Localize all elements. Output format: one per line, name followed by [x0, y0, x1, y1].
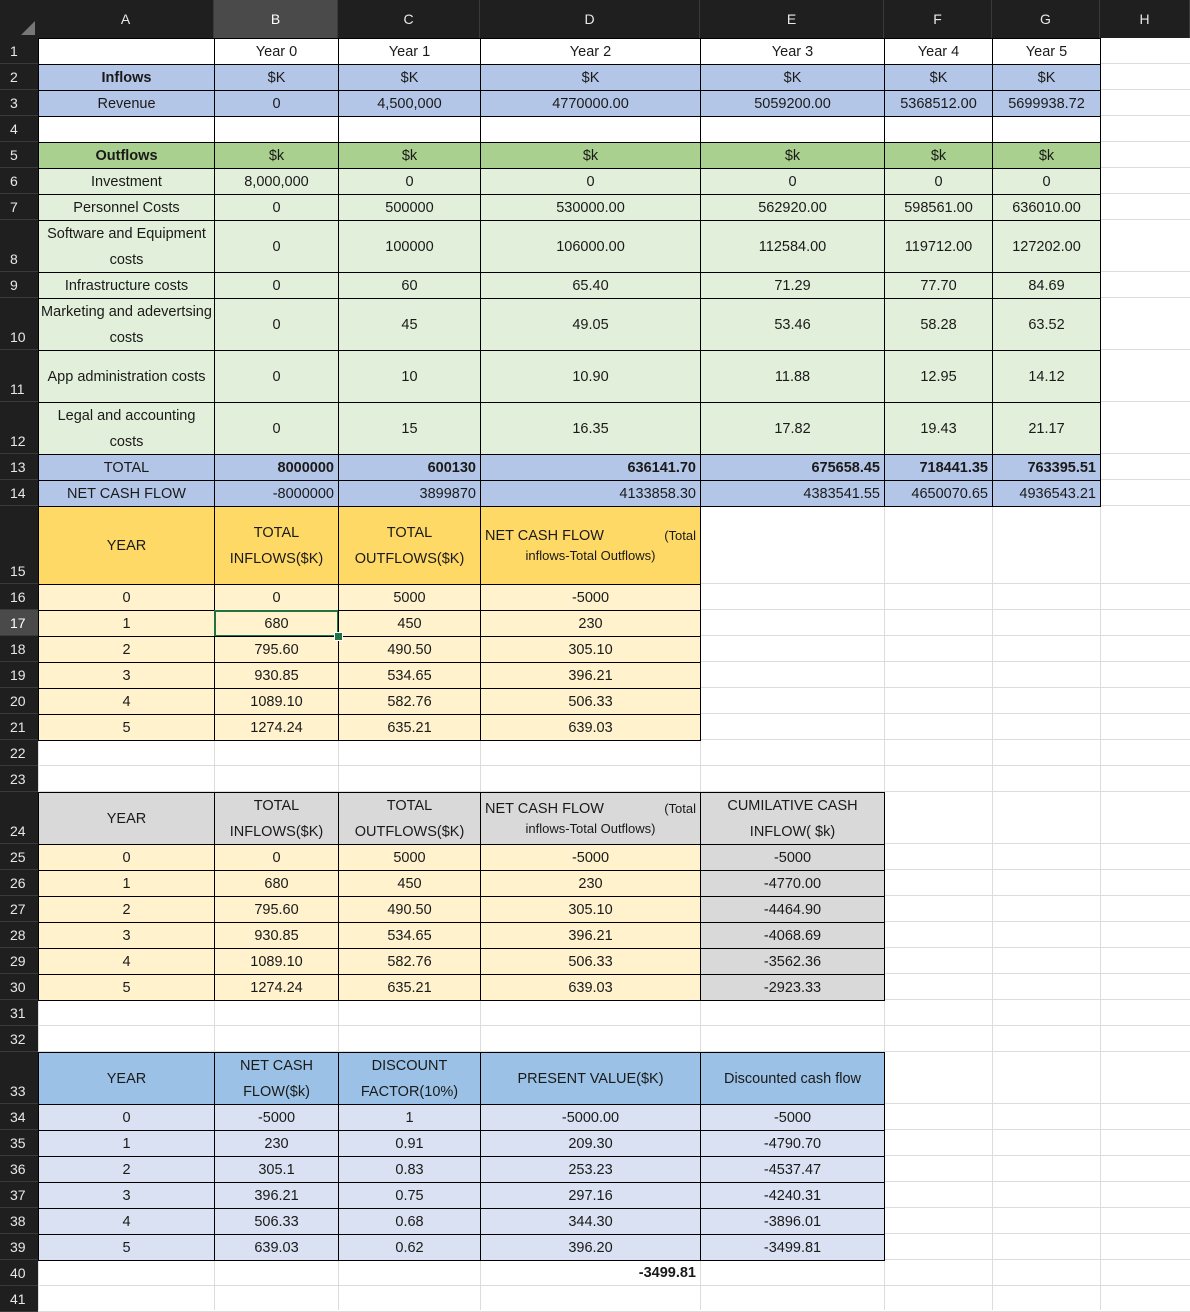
revenue-cell[interactable]: 5368512.00: [884, 90, 993, 117]
inflows-header[interactable]: TOTAL INFLOWS($K): [214, 792, 339, 845]
column-header-g[interactable]: G: [992, 0, 1100, 38]
net-cell[interactable]: 396.21: [480, 662, 701, 689]
discounted-cash-flow-cell[interactable]: -5000: [700, 1104, 885, 1131]
select-all-corner[interactable]: [0, 0, 38, 38]
unit-cell[interactable]: $k: [884, 142, 993, 169]
year-cell[interactable]: 2: [38, 1156, 215, 1183]
cumulative-cell[interactable]: -2923.33: [700, 974, 885, 1001]
row-header-25[interactable]: 25: [0, 844, 38, 870]
ncf-note: (Total: [664, 527, 696, 543]
year-cell[interactable]: 0: [38, 844, 215, 871]
row-header-23[interactable]: 23: [0, 766, 38, 792]
row-header-29[interactable]: 29: [0, 948, 38, 974]
row-header-40[interactable]: 40: [0, 1260, 38, 1286]
investment-cell[interactable]: 0: [480, 168, 701, 195]
inflows-cell[interactable]: 0: [214, 584, 339, 611]
column-header-c[interactable]: C: [338, 0, 480, 38]
infrastructure-cell[interactable]: 0: [214, 272, 339, 299]
software-label[interactable]: Software and Equipment costs: [38, 220, 215, 273]
year-cell[interactable]: 5: [38, 1234, 215, 1261]
infrastructure-cell[interactable]: 71.29: [700, 272, 885, 299]
year-header[interactable]: Year 5: [992, 38, 1101, 65]
inflows-cell[interactable]: 930.85: [214, 662, 339, 689]
infrastructure-cell[interactable]: 60: [338, 272, 481, 299]
revenue-cell[interactable]: 4770000.00: [480, 90, 701, 117]
blank-cell[interactable]: [38, 116, 215, 143]
app_admin-cell[interactable]: 14.12: [992, 350, 1101, 403]
ncf-cell[interactable]: -5000: [214, 1104, 339, 1131]
year-cell[interactable]: 0: [38, 584, 215, 611]
row-gridline: [38, 1025, 1190, 1026]
row-header-11[interactable]: 11: [0, 350, 38, 402]
discounted-cash-flow-header[interactable]: Discounted cash flow: [700, 1052, 885, 1105]
ncf-header[interactable]: NET CASH FLOW($k): [214, 1052, 339, 1105]
revenue-cell[interactable]: 4,500,000: [338, 90, 481, 117]
app_admin-cell[interactable]: 12.95: [884, 350, 993, 403]
discounted-cash-flow-cell[interactable]: -3499.81: [700, 1234, 885, 1261]
blank-cell[interactable]: [480, 116, 701, 143]
ncf-header-text: [481, 526, 700, 566]
marketing-cell[interactable]: 49.05: [480, 298, 701, 351]
unit-cell[interactable]: $k: [214, 142, 339, 169]
ncf-note-line2: inflows-Total Outflows): [525, 820, 656, 836]
row-header-13[interactable]: 13: [0, 454, 38, 480]
outflows-header[interactable]: TOTAL OUTFLOWS($K): [338, 506, 481, 585]
unit-cell[interactable]: $k: [700, 142, 885, 169]
present-value-cell[interactable]: -5000.00: [480, 1104, 701, 1131]
unit-cell[interactable]: $K: [338, 64, 481, 91]
column-header-e[interactable]: E: [700, 0, 884, 38]
legal-cell[interactable]: 16.35: [480, 402, 701, 455]
cumulative-header[interactable]: CUMILATIVE CASH INFLOW( $k): [700, 792, 885, 845]
software-cell[interactable]: 106000.00: [480, 220, 701, 273]
row-header-15[interactable]: 15: [0, 506, 38, 584]
row-gridline: [38, 765, 1190, 766]
row-header-2[interactable]: 2: [0, 64, 38, 90]
present-value-header[interactable]: PRESENT VALUE($K): [480, 1052, 701, 1105]
ncf-header-line1: [481, 799, 700, 819]
investment-cell[interactable]: 8,000,000: [214, 168, 339, 195]
row-header-21[interactable]: 21: [0, 714, 38, 740]
legal-cell[interactable]: 21.17: [992, 402, 1101, 455]
row-header-6[interactable]: 6: [0, 168, 38, 194]
infrastructure-cell[interactable]: 65.40: [480, 272, 701, 299]
outflows-cell[interactable]: 490.50: [338, 636, 481, 663]
row-header-35[interactable]: 35: [0, 1130, 38, 1156]
cumulative-cell[interactable]: -4068.69: [700, 922, 885, 949]
row-header-5[interactable]: 5: [0, 142, 38, 168]
inflows-label[interactable]: Inflows: [38, 64, 215, 91]
revenue-cell[interactable]: 5699938.72: [992, 90, 1101, 117]
investment-cell[interactable]: 0: [700, 168, 885, 195]
unit-cell[interactable]: $K: [992, 64, 1101, 91]
marketing-cell[interactable]: 45: [338, 298, 481, 351]
year-cell[interactable]: 3: [38, 662, 215, 689]
inflows-cell[interactable]: 1089.10: [214, 688, 339, 715]
marketing-label[interactable]: Marketing and adevertsing costs: [38, 298, 215, 351]
year-header[interactable]: YEAR: [38, 506, 215, 585]
revenue-label[interactable]: Revenue: [38, 90, 215, 117]
outflows-cell[interactable]: 582.76: [338, 688, 481, 715]
outflows-cell[interactable]: 450: [338, 870, 481, 897]
row-header-9[interactable]: 9: [0, 272, 38, 298]
outflows-cell[interactable]: 635.21: [338, 714, 481, 741]
row-header-36[interactable]: 36: [0, 1156, 38, 1182]
total-cell[interactable]: 675658.45: [700, 454, 885, 481]
marketing-cell[interactable]: 53.46: [700, 298, 885, 351]
net-cash-flow-cell[interactable]: 4383541.55: [700, 480, 885, 507]
unit-cell[interactable]: $k: [338, 142, 481, 169]
inflows-cell[interactable]: 0: [214, 844, 339, 871]
ncf-title: NET CASH FLOW: [485, 527, 604, 544]
outflows-cell[interactable]: 635.21: [338, 974, 481, 1001]
outflows-cell[interactable]: 450: [338, 610, 481, 637]
ncf-cell[interactable]: 305.1: [214, 1156, 339, 1183]
row-header-17[interactable]: 17: [0, 610, 38, 636]
infrastructure-cell[interactable]: 84.69: [992, 272, 1101, 299]
row-header-14[interactable]: 14: [0, 480, 38, 506]
year-header[interactable]: Year 1: [338, 38, 481, 65]
row-header-22[interactable]: 22: [0, 740, 38, 766]
row-header-41[interactable]: 41: [0, 1286, 38, 1312]
cumulative-cell[interactable]: -4770.00: [700, 870, 885, 897]
present-value-cell[interactable]: 297.16: [480, 1182, 701, 1209]
software-cell[interactable]: 112584.00: [700, 220, 885, 273]
column-header-b[interactable]: B: [214, 0, 338, 38]
legal-cell[interactable]: 19.43: [884, 402, 993, 455]
blank-cell[interactable]: [700, 116, 885, 143]
personnel-cell[interactable]: 562920.00: [700, 194, 885, 221]
personnel-cell[interactable]: 530000.00: [480, 194, 701, 221]
year-cell[interactable]: 0: [38, 1104, 215, 1131]
infrastructure-cell[interactable]: 77.70: [884, 272, 993, 299]
present-value-cell[interactable]: 253.23: [480, 1156, 701, 1183]
blank-cell[interactable]: [884, 116, 993, 143]
app_admin-cell[interactable]: 11.88: [700, 350, 885, 403]
net-cell[interactable]: -5000: [480, 844, 701, 871]
row-header-26[interactable]: 26: [0, 870, 38, 896]
investment-cell[interactable]: 0: [338, 168, 481, 195]
net-cash-flow-cell[interactable]: 3899870: [338, 480, 481, 507]
ncf-note-line2: inflows-Total Outflows): [525, 547, 656, 563]
unit-cell[interactable]: $K: [214, 64, 339, 91]
ncf-cell[interactable]: 230: [214, 1130, 339, 1157]
blank-cell[interactable]: [992, 116, 1101, 143]
investment-cell[interactable]: 0: [884, 168, 993, 195]
row-header-20[interactable]: 20: [0, 688, 38, 714]
total-cell[interactable]: 8000000: [214, 454, 339, 481]
total-cell[interactable]: 636141.70: [480, 454, 701, 481]
infrastructure-label[interactable]: Infrastructure costs: [38, 272, 215, 299]
net-cash-flow-cell[interactable]: 4133858.30: [480, 480, 701, 507]
ncf-header-line1: [481, 526, 700, 546]
unit-cell[interactable]: $k: [480, 142, 701, 169]
inflows-cell[interactable]: 930.85: [214, 922, 339, 949]
blank-cell[interactable]: [338, 116, 481, 143]
discount-factor-cell[interactable]: 0.68: [338, 1208, 481, 1235]
inflows-cell[interactable]: 1089.10: [214, 948, 339, 975]
row-header-33[interactable]: 33: [0, 1052, 38, 1104]
row-header-3[interactable]: 3: [0, 90, 38, 116]
outflows-cell[interactable]: 5000: [338, 844, 481, 871]
net-cell[interactable]: 506.33: [480, 948, 701, 975]
personnel-cell[interactable]: 636010.00: [992, 194, 1101, 221]
outflows-cell[interactable]: 5000: [338, 584, 481, 611]
year-header[interactable]: YEAR: [38, 1052, 215, 1105]
app_admin-cell[interactable]: 0: [214, 350, 339, 403]
personnel-cell[interactable]: 0: [214, 194, 339, 221]
column-header-d[interactable]: D: [480, 0, 700, 38]
row-header-12[interactable]: 12: [0, 402, 38, 454]
blank-cell[interactable]: [214, 116, 339, 143]
unit-cell[interactable]: $K: [700, 64, 885, 91]
inflows-cell[interactable]: 795.60: [214, 636, 339, 663]
net-cell[interactable]: 230: [480, 870, 701, 897]
row-header-16[interactable]: 16: [0, 584, 38, 610]
unit-cell[interactable]: $K: [884, 64, 993, 91]
legal-label[interactable]: Legal and accounting costs: [38, 402, 215, 455]
year-cell[interactable]: 1: [38, 610, 215, 637]
year-cell[interactable]: 4: [38, 1208, 215, 1235]
legal-cell[interactable]: 15: [338, 402, 481, 455]
net-cell[interactable]: 506.33: [480, 688, 701, 715]
npv-total[interactable]: -3499.81: [638, 1265, 696, 1281]
year-cell[interactable]: 4: [38, 948, 215, 975]
row-header-30[interactable]: 30: [0, 974, 38, 1000]
row-header-31[interactable]: 31: [0, 1000, 38, 1026]
inflows-header[interactable]: TOTAL INFLOWS($K): [214, 506, 339, 585]
total-cell[interactable]: 600130: [338, 454, 481, 481]
outflows-cell[interactable]: 582.76: [338, 948, 481, 975]
row-header-7[interactable]: 7: [0, 194, 38, 220]
row-header-37[interactable]: 37: [0, 1182, 38, 1208]
total-label[interactable]: TOTAL: [38, 454, 215, 481]
row-header-38[interactable]: 38: [0, 1208, 38, 1234]
year-cell[interactable]: 3: [38, 1182, 215, 1209]
app_admin-label[interactable]: App administration costs: [38, 350, 215, 403]
investment-label[interactable]: Investment: [38, 168, 215, 195]
row-header-39[interactable]: 39: [0, 1234, 38, 1260]
discount-factor-cell[interactable]: 0.62: [338, 1234, 481, 1261]
ncf-title: NET CASH FLOW: [485, 800, 604, 817]
year-header[interactable]: Year 2: [480, 38, 701, 65]
column-header-a[interactable]: A: [38, 0, 214, 38]
unit-cell[interactable]: $K: [480, 64, 701, 91]
row-header-8[interactable]: 8: [0, 220, 38, 272]
net-cash-flow-label[interactable]: NET CASH FLOW: [38, 480, 215, 507]
legal-cell[interactable]: 17.82: [700, 402, 885, 455]
year-cell[interactable]: 1: [38, 1130, 215, 1157]
year-cell[interactable]: 4: [38, 688, 215, 715]
year-header[interactable]: Year 3: [700, 38, 885, 65]
total-cell[interactable]: 718441.35: [884, 454, 993, 481]
personnel-label[interactable]: Personnel Costs: [38, 194, 215, 221]
revenue-cell[interactable]: 0: [214, 90, 339, 117]
year-header[interactable]: YEAR: [38, 792, 215, 845]
software-cell[interactable]: 119712.00: [884, 220, 993, 273]
cumulative-cell[interactable]: -5000: [700, 844, 885, 871]
outflows-cell[interactable]: 534.65: [338, 662, 481, 689]
discount-factor-cell[interactable]: 0.83: [338, 1156, 481, 1183]
ncf-cell[interactable]: 396.21: [214, 1182, 339, 1209]
row-header-10[interactable]: 10: [0, 298, 38, 350]
row-header-28[interactable]: 28: [0, 922, 38, 948]
row-header-32[interactable]: 32: [0, 1026, 38, 1052]
net-cell[interactable]: 639.03: [480, 714, 701, 741]
year-header[interactable]: Year 4: [884, 38, 993, 65]
discounted-cash-flow-cell[interactable]: -4790.70: [700, 1130, 885, 1157]
fill-handle[interactable]: [334, 632, 343, 641]
present-value-cell[interactable]: 396.20: [480, 1234, 701, 1261]
ncf-header[interactable]: [480, 792, 701, 845]
outflows-header[interactable]: TOTAL OUTFLOWS($K): [338, 792, 481, 845]
discount-factor-cell[interactable]: 0.91: [338, 1130, 481, 1157]
cumulative-cell[interactable]: -3562.36: [700, 948, 885, 975]
cumulative-cell[interactable]: -4464.90: [700, 896, 885, 923]
net-cell[interactable]: 230: [480, 610, 701, 637]
outflows-cell[interactable]: 534.65: [338, 922, 481, 949]
inflows-cell[interactable]: 795.60: [214, 896, 339, 923]
cell-a1[interactable]: [38, 38, 215, 65]
investment-cell[interactable]: 0: [992, 168, 1101, 195]
year-cell[interactable]: 3: [38, 922, 215, 949]
ncf-cell[interactable]: 506.33: [214, 1208, 339, 1235]
row-header-27[interactable]: 27: [0, 896, 38, 922]
year-cell[interactable]: 2: [38, 896, 215, 923]
row-header-19[interactable]: 19: [0, 662, 38, 688]
present-value-cell[interactable]: 344.30: [480, 1208, 701, 1235]
row-header-18[interactable]: 18: [0, 636, 38, 662]
revenue-cell[interactable]: 5059200.00: [700, 90, 885, 117]
software-cell[interactable]: 100000: [338, 220, 481, 273]
inflows-cell[interactable]: 680: [214, 870, 339, 897]
net-cell[interactable]: 305.10: [480, 896, 701, 923]
net-cell[interactable]: 305.10: [480, 636, 701, 663]
row-header-4[interactable]: 4: [0, 116, 38, 142]
personnel-cell[interactable]: 500000: [338, 194, 481, 221]
marketing-cell[interactable]: 0: [214, 298, 339, 351]
discount-factor-cell[interactable]: 0.75: [338, 1182, 481, 1209]
app_admin-cell[interactable]: 10.90: [480, 350, 701, 403]
net-cash-flow-cell[interactable]: 4936543.21: [992, 480, 1101, 507]
software-cell[interactable]: 127202.00: [992, 220, 1101, 273]
ncf-header-text: [481, 799, 700, 839]
outflows-label[interactable]: Outflows: [38, 142, 215, 169]
row-header-1[interactable]: 1: [0, 38, 38, 64]
unit-cell[interactable]: $k: [992, 142, 1101, 169]
column-header-h[interactable]: H: [1100, 0, 1190, 38]
legal-cell[interactable]: 0: [214, 402, 339, 455]
discount-factor-cell[interactable]: 1: [338, 1104, 481, 1131]
present-value-cell[interactable]: 209.30: [480, 1130, 701, 1157]
discount-factor-header[interactable]: DISCOUNT FACTOR(10%): [338, 1052, 481, 1105]
marketing-cell[interactable]: 63.52: [992, 298, 1101, 351]
year-cell[interactable]: 2: [38, 636, 215, 663]
year-header[interactable]: Year 0: [214, 38, 339, 65]
year-cell[interactable]: 1: [38, 870, 215, 897]
net-cash-flow-cell[interactable]: 4650070.65: [884, 480, 993, 507]
app_admin-cell[interactable]: 10: [338, 350, 481, 403]
net-cash-flow-cell[interactable]: -8000000: [214, 480, 339, 507]
net-cell[interactable]: -5000: [480, 584, 701, 611]
software-cell[interactable]: 0: [214, 220, 339, 273]
discounted-cash-flow-cell[interactable]: -4537.47: [700, 1156, 885, 1183]
ncf-cell[interactable]: 639.03: [214, 1234, 339, 1261]
year-cell[interactable]: 5: [38, 974, 215, 1001]
selected-cell-b17[interactable]: 680: [214, 610, 339, 637]
row-header-24[interactable]: 24: [0, 792, 38, 844]
personnel-cell[interactable]: 598561.00: [884, 194, 993, 221]
row-header-34[interactable]: 34: [0, 1104, 38, 1130]
inflows-cell[interactable]: 1274.24: [214, 714, 339, 741]
discounted-cash-flow-cell[interactable]: -3896.01: [700, 1208, 885, 1235]
outflows-cell[interactable]: 490.50: [338, 896, 481, 923]
total-cell[interactable]: 763395.51: [992, 454, 1101, 481]
inflows-cell[interactable]: 1274.24: [214, 974, 339, 1001]
discounted-cash-flow-cell[interactable]: -4240.31: [700, 1182, 885, 1209]
marketing-cell[interactable]: 58.28: [884, 298, 993, 351]
column-header-f[interactable]: F: [884, 0, 992, 38]
net-cell[interactable]: 396.21: [480, 922, 701, 949]
net-cell[interactable]: 639.03: [480, 974, 701, 1001]
ncf-header[interactable]: [480, 506, 701, 585]
ncf-note: (Total: [664, 800, 696, 816]
year-cell[interactable]: 5: [38, 714, 215, 741]
